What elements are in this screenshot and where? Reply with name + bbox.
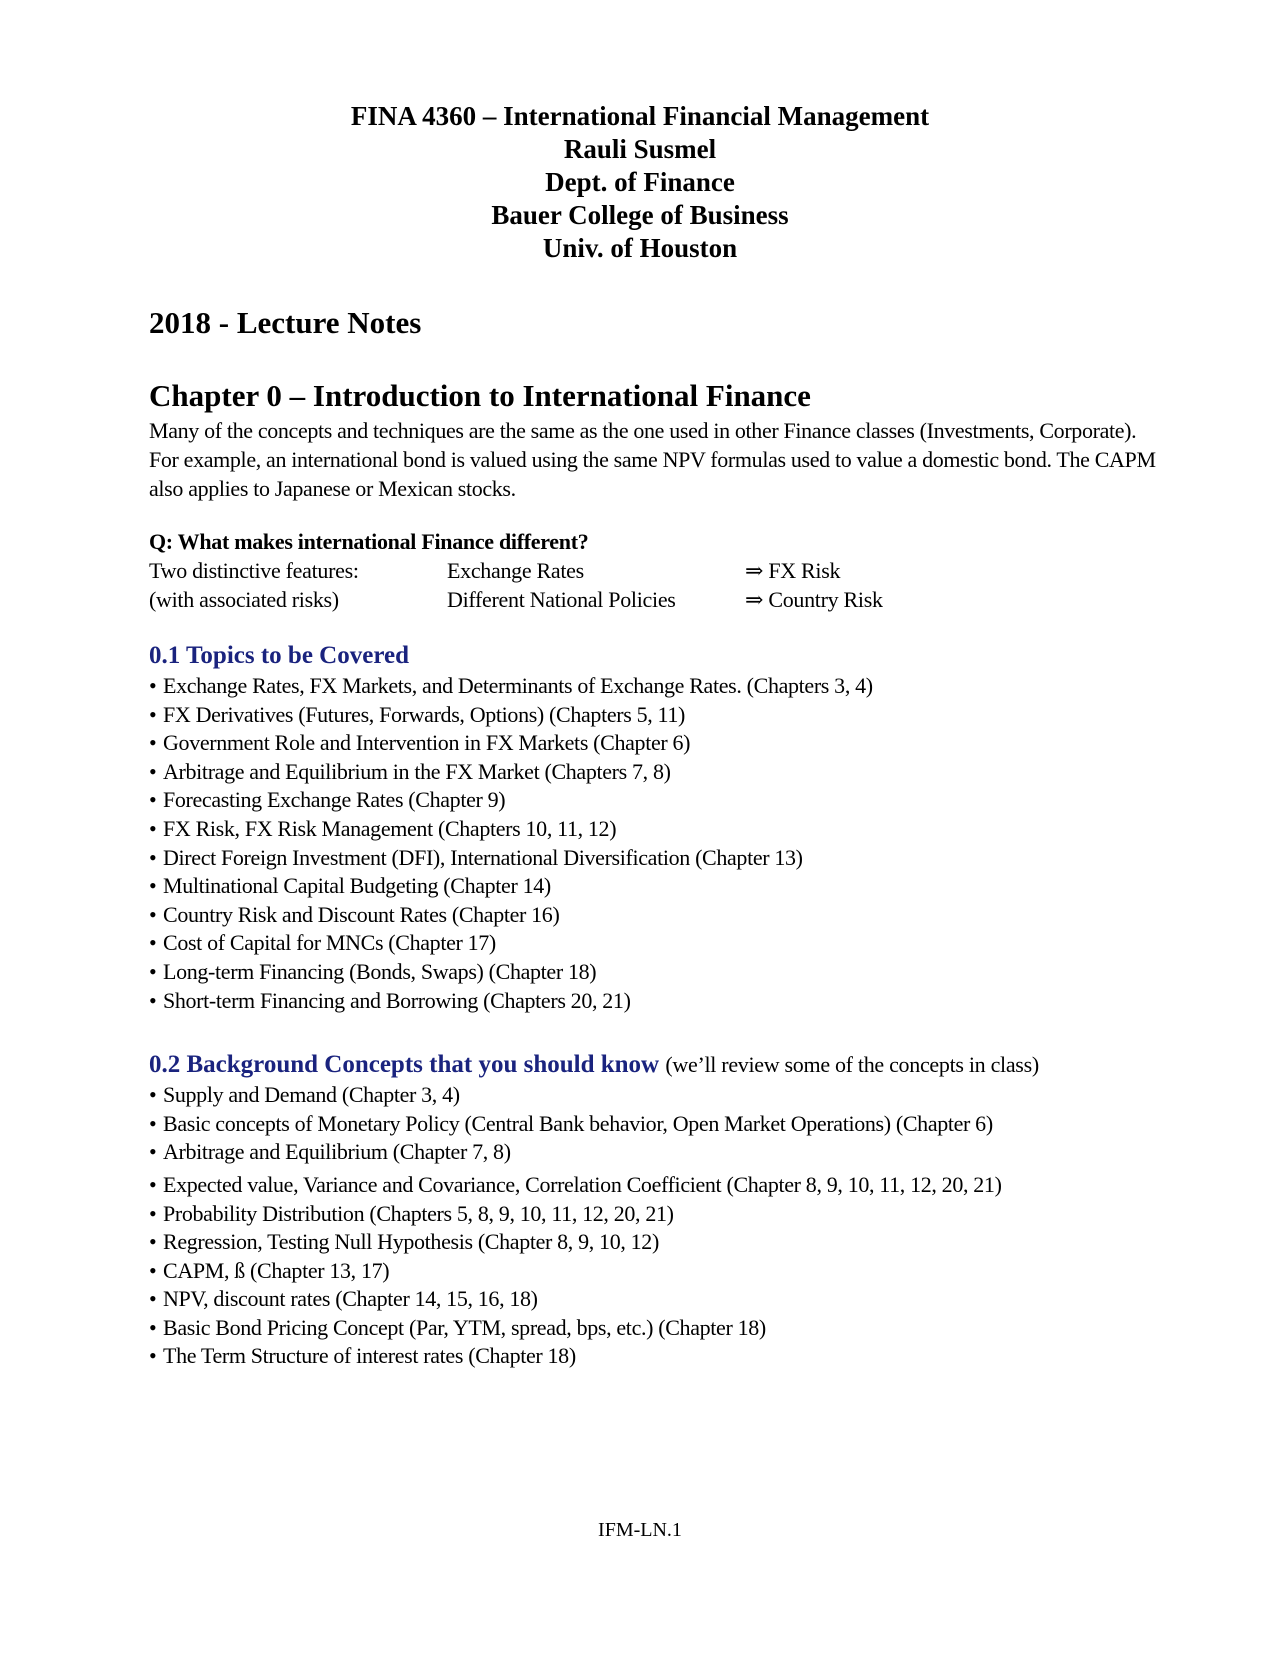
- section-background-note: (we’ll review some of the concepts in class): [665, 1052, 1039, 1078]
- list-item-text: Probability Distribution (Chapters 5, 8, 9, 10, 11, 12, 20, 21): [163, 1200, 674, 1226]
- department: Dept. of Finance: [545, 167, 735, 197]
- bullet-icon: •: [149, 844, 157, 870]
- section-topics-title: [149, 640, 1159, 672]
- list-item: [149, 1110, 1159, 1139]
- list-item-text: Direct Foreign Investment (DFI), International Diversification (Chapter 13): [163, 844, 803, 870]
- chapter-intro: Many of the concepts and techniques are the same as the one used in other Finance classes (Investments, Corporate). For example, an international bond is valued using the same NPV formulas used to value a domestic bond. The CAPM also applies to Japanese or Mexican stocks.: [149, 418, 1156, 501]
- list-item-text: Supply and Demand (Chapter 3, 4): [163, 1082, 460, 1108]
- list-item: [149, 815, 1159, 844]
- list-item-text: Exchange Rates, FX Markets, and Determinants of Exchange Rates. (Chapters 3, 4): [163, 673, 873, 698]
- list-item: [149, 1314, 1159, 1343]
- list-item: [149, 672, 1159, 701]
- bullet-icon: •: [149, 930, 157, 956]
- features-item: Different National Policies: [447, 587, 676, 612]
- bullet-icon: •: [149, 1200, 157, 1226]
- list-item-text: CAPM, ß (Chapter 13, 17): [163, 1257, 390, 1283]
- features-row: [149, 556, 1159, 585]
- list-item: [149, 1342, 1159, 1371]
- list-item-text: Long-term Financing (Bonds, Swaps) (Chapter 18): [163, 958, 597, 984]
- question-heading: Q: What makes international Finance different?: [149, 529, 589, 554]
- list-item: [149, 901, 1159, 930]
- course-header: [0, 100, 1280, 265]
- list-item: [149, 786, 1159, 815]
- list-item-text: Cost of Capital for MNCs (Chapter 17): [163, 930, 496, 956]
- university: Univ. of Houston: [542, 233, 738, 263]
- bullet-icon: •: [149, 987, 157, 1013]
- page-footer: IFM-LN.1: [598, 1519, 682, 1541]
- list-item-text: NPV, discount rates (Chapter 14, 15, 16, 18): [163, 1286, 538, 1312]
- bullet-icon: •: [149, 1229, 157, 1255]
- bullet-icon: •: [149, 701, 157, 727]
- list-item-text: Basic Bond Pricing Concept (Par, YTM, spread, bps, etc.) (Chapter 18): [163, 1314, 766, 1340]
- bullet-icon: •: [149, 730, 157, 756]
- bullet-icon: •: [149, 1343, 157, 1369]
- college: Bauer College of Business: [491, 200, 789, 230]
- features-risk: ⇒ Country Risk: [745, 587, 883, 612]
- bullet-icon: •: [149, 758, 157, 784]
- list-item: [149, 729, 1159, 758]
- section-background-title-text: 0.2 Background Concepts that you should know: [149, 1051, 660, 1079]
- list-item-text: FX Derivatives (Futures, Forwards, Options) (Chapters 5, 11): [163, 701, 685, 727]
- list-item-text: FX Risk, FX Risk Management (Chapters 10, 11, 12): [163, 815, 617, 841]
- bullet-icon: •: [149, 1082, 157, 1108]
- list-item: [149, 1171, 1159, 1200]
- list-item-text: Arbitrage and Equilibrium (Chapter 7, 8): [163, 1139, 511, 1165]
- list-item: [149, 1228, 1159, 1257]
- list-item: [149, 758, 1159, 787]
- list-item-text: Government Role and Intervention in FX Markets (Chapter 6): [163, 730, 691, 756]
- list-item: [149, 1138, 1159, 1167]
- background-list: [149, 1081, 1159, 1371]
- list-item-text: Multinational Capital Budgeting (Chapter 14): [163, 873, 551, 899]
- main-content: [149, 303, 1159, 1371]
- list-item-text: Expected value, Variance and Covariance, Correlation Coefficient (Chapter 8, 9, 10, 11, 12, 20, 21): [163, 1171, 1002, 1197]
- bullet-icon: •: [149, 1314, 157, 1340]
- list-item: [149, 1200, 1159, 1229]
- bullet-icon: •: [149, 1110, 157, 1136]
- course-title: FINA 4360 – International Financial Management: [350, 101, 930, 131]
- list-item: [149, 872, 1159, 901]
- list-item: [149, 844, 1159, 873]
- list-item-text: The Term Structure of interest rates (Chapter 18): [163, 1343, 576, 1369]
- list-item-text: Short-term Financing and Borrowing (Chapters 20, 21): [163, 987, 631, 1013]
- author-name: Rauli Susmel: [563, 134, 717, 164]
- features-item: Exchange Rates: [447, 558, 584, 583]
- list-item-text: Country Risk and Discount Rates (Chapter 16): [163, 901, 560, 927]
- section-topics-title-text: 0.1 Topics to be Covered: [149, 642, 409, 669]
- list-item: [149, 701, 1159, 730]
- bullet-icon: •: [149, 1257, 157, 1283]
- bullet-icon: •: [149, 1139, 157, 1165]
- features-risk: ⇒ FX Risk: [745, 558, 841, 583]
- features-label: Two distinctive features:: [149, 558, 359, 583]
- bullet-icon: •: [149, 815, 157, 841]
- bullet-icon: •: [149, 958, 157, 984]
- list-item: [149, 1081, 1159, 1110]
- chapter-title: Chapter 0 – Introduction to International Finance: [149, 378, 811, 413]
- list-item: [149, 987, 1159, 1016]
- bullet-icon: •: [149, 1171, 157, 1197]
- list-item: [149, 1257, 1159, 1286]
- topics-list: [149, 672, 1159, 1015]
- list-item-text: Forecasting Exchange Rates (Chapter 9): [163, 787, 506, 813]
- list-item-text: Basic concepts of Monetary Policy (Central Bank behavior, Open Market Operations) (Chapter 6): [163, 1110, 993, 1136]
- year-title: 2018 - Lecture Notes: [149, 305, 422, 340]
- features-row: [149, 585, 1159, 614]
- list-item: [149, 1285, 1159, 1314]
- list-item-text: Regression, Testing Null Hypothesis (Chapter 8, 9, 10, 12): [163, 1229, 659, 1255]
- bullet-icon: •: [149, 787, 157, 813]
- list-item: [149, 929, 1159, 958]
- list-item: [149, 958, 1159, 987]
- features-table: [149, 556, 1159, 614]
- bullet-icon: •: [149, 673, 157, 698]
- list-item-text: Arbitrage and Equilibrium in the FX Market (Chapters 7, 8): [163, 758, 671, 784]
- section-background-title: [149, 1049, 1159, 1081]
- bullet-icon: •: [149, 1286, 157, 1312]
- features-label: (with associated risks): [149, 587, 339, 612]
- bullet-icon: •: [149, 901, 157, 927]
- bullet-icon: •: [149, 873, 157, 899]
